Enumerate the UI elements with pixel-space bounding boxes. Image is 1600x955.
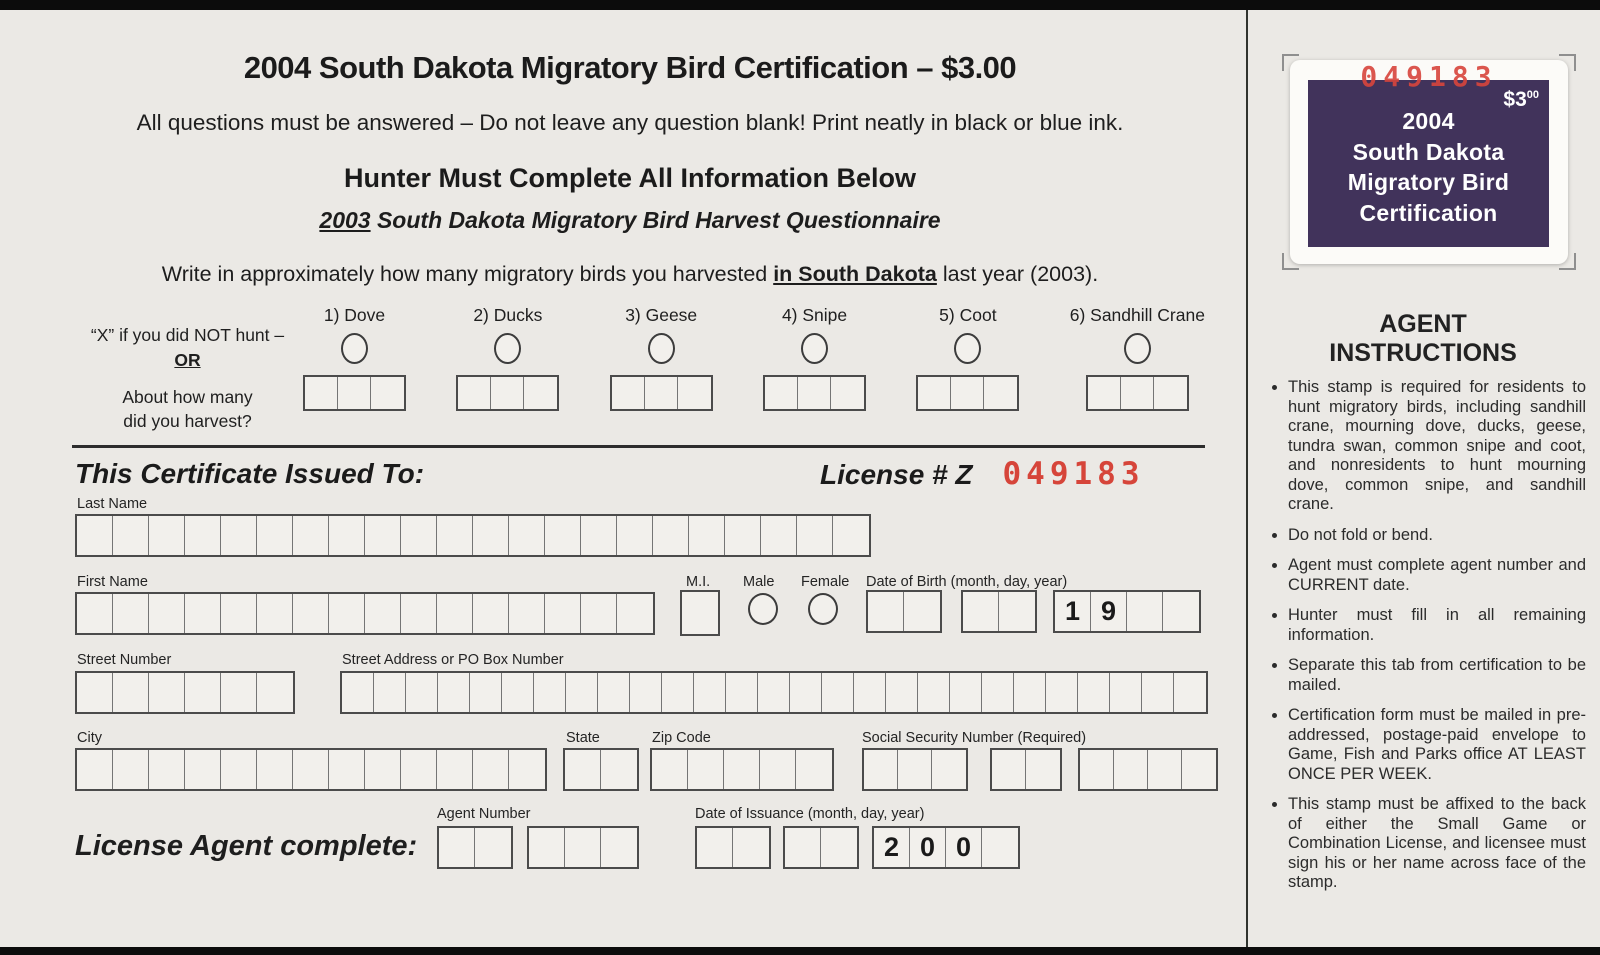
char-cell[interactable] xyxy=(1088,377,1121,409)
char-cell[interactable] xyxy=(509,750,545,789)
char-cell[interactable] xyxy=(77,750,113,789)
issuance-day-grid xyxy=(783,826,859,869)
char-cell[interactable] xyxy=(1014,673,1046,712)
char-cell[interactable] xyxy=(470,673,502,712)
char-cell[interactable] xyxy=(458,377,491,409)
char-cell[interactable] xyxy=(77,516,113,555)
issuance-year-digit-cell xyxy=(910,828,946,867)
char-cell[interactable] xyxy=(617,594,653,633)
agent-instructions-list xyxy=(1268,378,1586,904)
stamp-purple-panel xyxy=(1308,80,1549,247)
no-hunt-circle-coot[interactable] xyxy=(954,333,981,364)
first-name-label: First Name xyxy=(77,574,148,590)
license-line xyxy=(820,456,1145,492)
harvest-count-grid-snipe xyxy=(763,375,866,411)
char-cell[interactable] xyxy=(1026,750,1060,789)
stamp-text xyxy=(1308,106,1549,228)
dob-year-grid xyxy=(1053,590,1201,633)
char-cell[interactable] xyxy=(438,673,470,712)
questionnaire-title-rest: South Dakota Migratory Bird Harvest Questionnaire xyxy=(370,207,941,233)
harvest-prompt-post: last year (2003). xyxy=(936,262,1099,286)
char-cell[interactable] xyxy=(918,673,950,712)
char-cell[interactable] xyxy=(502,673,534,712)
female-label: Female xyxy=(801,574,850,590)
harvest-count-grid-coot xyxy=(916,375,1019,411)
no-hunt-circle-dove[interactable] xyxy=(341,333,368,364)
female-circle[interactable] xyxy=(808,593,838,625)
char-cell[interactable] xyxy=(678,377,711,409)
dob-label: Date of Birth (month, day, year) xyxy=(866,574,1068,590)
no-hunt-circle-ducks[interactable] xyxy=(494,333,521,364)
char-cell[interactable] xyxy=(982,673,1014,712)
char-cell[interactable] xyxy=(113,516,149,555)
not-hunt-label: “X” if you did NOT hunt – xyxy=(90,325,285,345)
char-cell[interactable] xyxy=(984,377,1017,409)
char-cell[interactable] xyxy=(601,828,637,867)
char-cell[interactable] xyxy=(439,828,475,867)
instruction-bullets xyxy=(1268,378,1586,893)
char-cell[interactable] xyxy=(221,516,257,555)
instruction-bullet: • Certification form must be mailed in pre-addressed, postage-paid envelope to Game, Fish and Parks office AT LEAST ONCE PER WEEK. xyxy=(1288,706,1586,784)
harvest-prompt-pre: Write in approximately how many migratory birds you harvested xyxy=(161,262,774,286)
char-cell[interactable] xyxy=(185,673,221,712)
stamp-line-cert: Certification xyxy=(1359,199,1498,226)
agent-number-grid1 xyxy=(437,826,513,869)
char-cell[interactable] xyxy=(534,673,566,712)
char-cell[interactable] xyxy=(329,750,365,789)
char-cell[interactable] xyxy=(612,377,645,409)
ssn-group3-grid xyxy=(1078,748,1218,791)
instruction-bullet: • This stamp must be affixed to the back of either the Small Game or Combination License, and licensee must sign his or her name across face of the stamp. xyxy=(1288,795,1586,893)
char-cell[interactable] xyxy=(293,594,329,633)
bird-column-sandhill-crane xyxy=(1070,305,1205,411)
bird-label-coot: 5) Coot xyxy=(939,305,997,325)
char-cell[interactable] xyxy=(475,828,511,867)
char-cell[interactable] xyxy=(437,750,473,789)
bird-question-row xyxy=(303,305,1205,411)
zip-grid xyxy=(650,748,834,791)
char-cell[interactable] xyxy=(761,516,797,555)
stamp-line-bird: Migratory Bird xyxy=(1347,169,1510,195)
char-cell[interactable] xyxy=(886,673,918,712)
char-cell[interactable] xyxy=(401,750,437,789)
char-cell[interactable] xyxy=(113,594,149,633)
scan-edge-bottom xyxy=(0,947,1600,955)
issuance-year-digit-cell xyxy=(874,828,910,867)
char-cell[interactable] xyxy=(185,594,221,633)
male-circle[interactable] xyxy=(748,593,778,625)
char-cell[interactable] xyxy=(694,673,726,712)
bird-label-ducks: 2) Ducks xyxy=(473,305,543,325)
char-cell[interactable] xyxy=(293,516,329,555)
char-cell[interactable] xyxy=(1127,592,1163,631)
agent-instructions-heading xyxy=(1262,310,1584,368)
stamp-line-state: South Dakota xyxy=(1352,138,1505,165)
harvest-count-grid-dove xyxy=(303,375,406,411)
harvest-count-grid-geese xyxy=(610,375,713,411)
street-address-grid xyxy=(340,671,1208,714)
street-number-grid xyxy=(75,671,295,714)
char-cell[interactable] xyxy=(630,673,662,712)
char-cell[interactable] xyxy=(904,592,940,631)
char-cell[interactable] xyxy=(149,750,185,789)
char-cell[interactable] xyxy=(1080,750,1114,789)
instruction-bullet: • Hunter must fill in all remaining information. xyxy=(1288,606,1586,645)
char-cell[interactable] xyxy=(437,516,473,555)
char-cell[interactable] xyxy=(545,594,581,633)
questionnaire-year: 2003 xyxy=(319,207,371,233)
city-label: City xyxy=(77,730,102,746)
char-cell[interactable] xyxy=(932,750,966,789)
char-cell[interactable] xyxy=(221,673,257,712)
char-cell[interactable] xyxy=(831,377,864,409)
char-cell[interactable] xyxy=(329,516,365,555)
char-cell[interactable] xyxy=(822,673,854,712)
how-many-label-line1: About how many xyxy=(122,387,253,407)
char-cell[interactable] xyxy=(765,377,798,409)
no-hunt-circle-sandhill-crane[interactable] xyxy=(1124,333,1151,364)
stamp-line-year: 2004 xyxy=(1402,108,1455,134)
char-cell[interactable] xyxy=(529,828,565,867)
agent-heading-line1: AGENT xyxy=(1379,310,1467,338)
char-cell[interactable] xyxy=(149,516,185,555)
bird-label-snipe: 4) Snipe xyxy=(781,305,848,325)
char-cell[interactable] xyxy=(601,750,637,789)
char-cell[interactable] xyxy=(293,750,329,789)
char-cell[interactable] xyxy=(1174,673,1206,712)
printed-digit: 0 xyxy=(955,832,972,862)
section-divider xyxy=(72,445,1205,448)
issuance-year-grid xyxy=(872,826,1020,869)
char-cell[interactable] xyxy=(898,750,932,789)
harvest-count-grid-sandhill-crane xyxy=(1086,375,1189,411)
mi-label: M.I. xyxy=(686,574,711,590)
char-cell[interactable] xyxy=(918,377,951,409)
instruction-bullet: • This stamp is required for residents to hunt migratory birds, including sandhill crane, mourning dove, ducks, geese, tundra swan, common snipe and coot, and nonresidents to hunt mourning dove, common snipe, and sandhill crane. xyxy=(1288,378,1586,515)
char-cell[interactable] xyxy=(221,750,257,789)
char-cell[interactable] xyxy=(257,594,293,633)
char-cell[interactable] xyxy=(1154,377,1187,409)
ssn-label: Social Security Number (Required) xyxy=(862,730,1087,746)
char-cell[interactable] xyxy=(329,594,365,633)
char-cell[interactable] xyxy=(342,673,374,712)
char-cell[interactable] xyxy=(77,594,113,633)
last-name-grid xyxy=(75,514,871,557)
stamp-serial-number: 049183 xyxy=(1360,60,1498,93)
char-cell[interactable] xyxy=(437,594,473,633)
instruction-bullet: • Agent must complete agent number and CURRENT date. xyxy=(1288,556,1586,595)
char-cell[interactable] xyxy=(149,673,185,712)
char-cell[interactable] xyxy=(798,377,831,409)
char-cell[interactable] xyxy=(653,516,689,555)
no-hunt-circle-geese[interactable] xyxy=(648,333,675,364)
char-cell[interactable] xyxy=(509,594,545,633)
char-cell[interactable] xyxy=(221,594,257,633)
char-cell[interactable] xyxy=(951,377,984,409)
char-cell[interactable] xyxy=(797,516,833,555)
ssn-group1-grid xyxy=(862,748,968,791)
char-cell[interactable] xyxy=(868,592,904,631)
char-cell[interactable] xyxy=(982,828,1018,867)
char-cell[interactable] xyxy=(581,594,617,633)
char-cell[interactable] xyxy=(371,377,404,409)
harvest-prompt-bold: in South Dakota xyxy=(773,262,937,286)
printed-digit: 0 xyxy=(919,832,936,862)
last-name-label: Last Name xyxy=(77,496,148,512)
no-hunt-circle-snipe[interactable] xyxy=(801,333,828,364)
perforation-line xyxy=(1246,10,1248,947)
license-number: 049183 xyxy=(1002,456,1145,492)
city-grid xyxy=(75,748,547,791)
char-cell[interactable] xyxy=(726,673,758,712)
char-cell[interactable] xyxy=(401,516,437,555)
char-cell[interactable] xyxy=(113,673,149,712)
license-label: License # Z xyxy=(820,459,973,490)
char-cell[interactable] xyxy=(617,516,653,555)
bird-label-sandhill-crane: 6) Sandhill Crane xyxy=(1069,305,1205,325)
char-cell[interactable] xyxy=(833,516,869,555)
hunter-complete-heading: Hunter Must Complete All Information Below xyxy=(343,163,916,193)
dob-year-digit-cell xyxy=(1055,592,1091,631)
harvest-count-grid-ducks xyxy=(456,375,559,411)
form-header xyxy=(55,50,1205,234)
char-cell[interactable] xyxy=(149,594,185,633)
char-cell[interactable] xyxy=(257,673,293,712)
dob-year-digit-cell xyxy=(1091,592,1127,631)
mi-grid xyxy=(680,590,720,636)
dob-day-grid xyxy=(961,590,1037,633)
form-instructions: All questions must be answered – Do not leave any question blank! Print neatly in black or blue ink. xyxy=(136,110,1124,135)
how-many-label-line2: did you harvest? xyxy=(123,411,252,431)
certification-stamp xyxy=(1282,48,1576,270)
stamp-price-cents: 00 xyxy=(1526,89,1539,101)
char-cell[interactable] xyxy=(1114,750,1148,789)
char-cell[interactable] xyxy=(365,750,401,789)
char-cell[interactable] xyxy=(473,594,509,633)
char-cell[interactable] xyxy=(1142,673,1174,712)
harvest-left-labels xyxy=(70,325,305,432)
state-grid xyxy=(563,748,639,791)
printed-digit: 9 xyxy=(1100,596,1117,626)
char-cell[interactable] xyxy=(524,377,557,409)
bird-label-dove: 1) Dove xyxy=(323,305,386,325)
char-cell[interactable] xyxy=(992,750,1026,789)
char-cell[interactable] xyxy=(760,750,796,789)
form-title: 2004 South Dakota Migratory Bird Certification – $3.00 xyxy=(243,50,1017,85)
male-label: Male xyxy=(743,574,775,590)
agent-heading-line2: INSTRUCTIONS xyxy=(1329,339,1517,367)
char-cell[interactable] xyxy=(185,516,221,555)
char-cell[interactable] xyxy=(406,673,438,712)
instruction-bullet: • Do not fold or bend. xyxy=(1288,526,1586,546)
char-cell[interactable] xyxy=(1182,750,1216,789)
char-cell[interactable] xyxy=(77,673,113,712)
char-cell[interactable] xyxy=(509,516,545,555)
char-cell[interactable] xyxy=(758,673,790,712)
char-cell[interactable] xyxy=(1121,377,1154,409)
bird-column-coot xyxy=(916,305,1019,411)
char-cell[interactable] xyxy=(338,377,371,409)
char-cell[interactable] xyxy=(785,828,821,867)
char-cell[interactable] xyxy=(1078,673,1110,712)
char-cell[interactable] xyxy=(725,516,761,555)
char-cell[interactable] xyxy=(473,516,509,555)
char-cell[interactable] xyxy=(565,750,601,789)
char-cell[interactable] xyxy=(401,594,437,633)
char-cell[interactable] xyxy=(682,592,718,634)
char-cell[interactable] xyxy=(566,673,598,712)
issuance-date-label: Date of Issuance (month, day, year) xyxy=(695,806,925,822)
char-cell[interactable] xyxy=(581,516,617,555)
dob-month-grid xyxy=(866,590,942,633)
agent-number-grid2 xyxy=(527,826,639,869)
char-cell[interactable] xyxy=(854,673,886,712)
ssn-group2-grid xyxy=(990,748,1062,791)
char-cell[interactable] xyxy=(598,673,630,712)
bird-column-dove xyxy=(303,305,406,411)
printed-digit: 2 xyxy=(883,832,900,862)
char-cell[interactable] xyxy=(796,750,832,789)
char-cell[interactable] xyxy=(790,673,822,712)
char-cell[interactable] xyxy=(491,377,524,409)
char-cell[interactable] xyxy=(1046,673,1078,712)
char-cell[interactable] xyxy=(113,750,149,789)
instruction-bullet: • Separate this tab from certification to be mailed. xyxy=(1288,656,1586,695)
char-cell[interactable] xyxy=(185,750,221,789)
bird-label-geese: 3) Geese xyxy=(625,305,698,325)
char-cell[interactable] xyxy=(697,828,733,867)
questionnaire-title xyxy=(55,207,1205,234)
harvest-prompt xyxy=(55,262,1205,287)
char-cell[interactable] xyxy=(305,377,338,409)
zip-label: Zip Code xyxy=(652,730,711,746)
char-cell[interactable] xyxy=(365,594,401,633)
char-cell[interactable] xyxy=(950,673,982,712)
char-cell[interactable] xyxy=(473,750,509,789)
char-cell[interactable] xyxy=(733,828,769,867)
street-number-label: Street Number xyxy=(77,652,172,668)
char-cell[interactable] xyxy=(257,516,293,555)
char-cell[interactable] xyxy=(545,516,581,555)
char-cell[interactable] xyxy=(689,516,725,555)
char-cell[interactable] xyxy=(257,750,293,789)
state-label: State xyxy=(566,730,600,746)
char-cell[interactable] xyxy=(864,750,898,789)
char-cell[interactable] xyxy=(1110,673,1142,712)
char-cell[interactable] xyxy=(1163,592,1199,631)
char-cell[interactable] xyxy=(645,377,678,409)
license-agent-heading: License Agent complete: xyxy=(75,830,418,862)
char-cell[interactable] xyxy=(374,673,406,712)
bird-column-snipe xyxy=(763,305,866,411)
first-name-grid xyxy=(75,592,655,635)
char-cell[interactable] xyxy=(662,673,694,712)
char-cell[interactable] xyxy=(1148,750,1182,789)
char-cell[interactable] xyxy=(963,592,999,631)
street-address-label: Street Address or PO Box Number xyxy=(342,652,564,668)
char-cell[interactable] xyxy=(688,750,724,789)
char-cell[interactable] xyxy=(821,828,857,867)
or-label: OR xyxy=(174,350,201,370)
issuance-month-grid xyxy=(695,826,771,869)
bird-column-geese xyxy=(610,305,713,411)
char-cell[interactable] xyxy=(565,828,601,867)
char-cell[interactable] xyxy=(365,516,401,555)
char-cell[interactable] xyxy=(724,750,760,789)
agent-number-label: Agent Number xyxy=(437,806,531,822)
printed-digit: 1 xyxy=(1064,596,1081,626)
stamp-price-dollars: $3 xyxy=(1503,88,1527,111)
issuance-year-digit-cell xyxy=(946,828,982,867)
issued-to-heading: This Certificate Issued To: xyxy=(75,458,425,489)
char-cell[interactable] xyxy=(652,750,688,789)
stamp-card xyxy=(1290,60,1568,264)
bird-column-ducks xyxy=(456,305,559,411)
scan-edge-top xyxy=(0,0,1600,10)
char-cell[interactable] xyxy=(999,592,1035,631)
